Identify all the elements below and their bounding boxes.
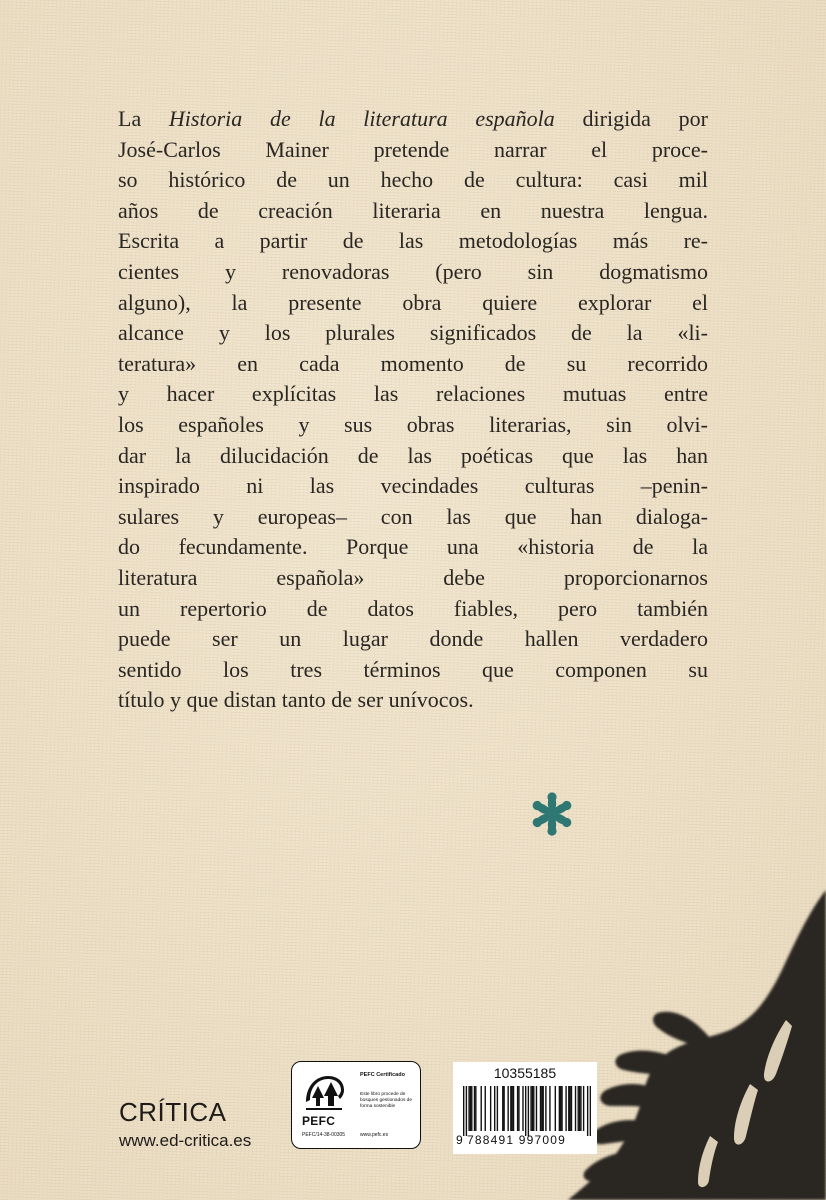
pefc-description: Este libro procede de bosques gestionados de forma sostenible (360, 1092, 413, 1109)
barcode-bar (571, 1086, 572, 1131)
barcode-bar (578, 1086, 579, 1131)
pefc-url: www.pefc.es (360, 1132, 389, 1138)
asterisk-center (547, 809, 557, 819)
blurb-line: do fecundamente. Porque una «historia de la (118, 534, 708, 560)
barcode-reference-number: 10355185 (493, 1065, 557, 1081)
blurb-line: so histórico de un hecho de cultura: casi mil (118, 167, 708, 193)
barcode-bar (533, 1086, 534, 1131)
barcode-bar (559, 1086, 560, 1131)
blurb-line: literatura española» debe proporcionarnos (118, 564, 708, 590)
blurb-line: un repertorio de datos fiables, pero también (118, 595, 708, 621)
pefc-trees-logo-icon (302, 1072, 346, 1114)
barcode-bar (569, 1086, 570, 1131)
blurb-line: sulares y europeas– con las que han dialoga- (118, 503, 708, 529)
barcode-bar (583, 1086, 584, 1131)
blurb-line: sentido los tres términos que componen su (118, 656, 708, 682)
pefc-certified-heading: PEFC Certificado (360, 1072, 405, 1078)
blurb-line: alguno), la presente obra quiere explorar el (118, 289, 708, 315)
barcode-bar (532, 1086, 533, 1131)
barcode-bar (507, 1086, 508, 1131)
barcode-bar (470, 1086, 471, 1131)
blurb-line: cientes y renovadoras (pero sin dogmatismo (118, 258, 708, 284)
blurb-line: puede ser un lugar donde hallen verdadero (118, 626, 708, 652)
pefc-certification-label (291, 1061, 421, 1149)
isbn-barcode (463, 1086, 591, 1136)
barcode-bar (530, 1086, 531, 1131)
barcode-bar (536, 1086, 537, 1131)
barcode-bar (575, 1086, 576, 1131)
blurb-line: y hacer explícitas las relaciones mutuas entre (118, 381, 708, 407)
barcode-bar (561, 1086, 562, 1131)
barcode-bar (497, 1086, 498, 1131)
barcode-lead-digit: 9 (456, 1133, 463, 1147)
blurb-line: La Historia de la literatura española dirigida por (118, 106, 708, 131)
blurb-line: José-Carlos Mainer pretende narrar el proce- (118, 136, 708, 162)
isbn-barcode-label (453, 1062, 597, 1154)
shadow-hand-silhouette (560, 870, 826, 1200)
blurb-line: Escrita a partir de las metodologías más re- (118, 228, 708, 254)
barcode-bar (494, 1086, 495, 1131)
barcode-bar (481, 1086, 482, 1131)
barcode-bar (474, 1086, 475, 1131)
blurb-line: teratura» en cada momento de su recorrido (118, 350, 708, 376)
pefc-code: PEFC/14-38-00305 (302, 1132, 346, 1138)
blurb-line: alcance y los plurales significados de la «li- (118, 320, 708, 346)
barcode-bar (549, 1086, 550, 1131)
blurb-line: dar la dilucidación de las poéticas que las han (118, 442, 708, 468)
publisher-logo: CRÍTICA (119, 1097, 227, 1127)
barcode-digits: 788491 997009 (467, 1133, 567, 1147)
blurb-line: los españoles y sus obras literarias, sin olvi- (118, 411, 708, 437)
cover-blurb (118, 104, 708, 716)
barcode-bar (468, 1086, 469, 1131)
barcode-bar (466, 1086, 467, 1136)
barcode-bar (517, 1086, 518, 1131)
blurb-line: años de creación literaria en nuestra lengua. (118, 197, 708, 223)
blurb-line: inspirado ni las vecindades culturas –penin- (118, 473, 708, 499)
barcode-bar (463, 1086, 464, 1136)
barcode-bar (485, 1086, 486, 1131)
barcode-bar (579, 1086, 580, 1131)
barcode-bar (587, 1086, 588, 1136)
barcode-bar (555, 1086, 556, 1131)
barcode-bar (471, 1086, 472, 1131)
barcode-bar (545, 1086, 546, 1131)
barcode-bar (560, 1086, 561, 1131)
barcode-bar (565, 1086, 566, 1131)
barcode-bar (540, 1086, 541, 1131)
barcode-bar (542, 1086, 543, 1131)
pefc-name: PEFC (302, 1114, 336, 1128)
barcode-bar (503, 1086, 504, 1131)
publisher-website: www.ed-critica.es (119, 1131, 252, 1150)
barcode-bar (568, 1086, 569, 1131)
barcode-bar (490, 1086, 491, 1131)
barcode-bar (522, 1086, 523, 1131)
barcode-bar (518, 1086, 519, 1131)
barcode-bar (502, 1086, 503, 1131)
book-title-italic: Historia de la literatura española (168, 106, 555, 131)
blurb-line: título y que distan tanto de ser unívocos. (118, 687, 474, 713)
barcode-bar (541, 1086, 542, 1131)
barcode-bar (590, 1086, 591, 1136)
barcode-bar (580, 1086, 581, 1131)
barcode-bar (528, 1086, 529, 1136)
barcode-bar (475, 1086, 476, 1131)
barcode-bar (525, 1086, 526, 1136)
barcode-bar (510, 1086, 511, 1131)
barcode-bar (513, 1086, 514, 1131)
asterisk-ornament-icon (530, 792, 574, 836)
barcode-bar (512, 1086, 513, 1131)
